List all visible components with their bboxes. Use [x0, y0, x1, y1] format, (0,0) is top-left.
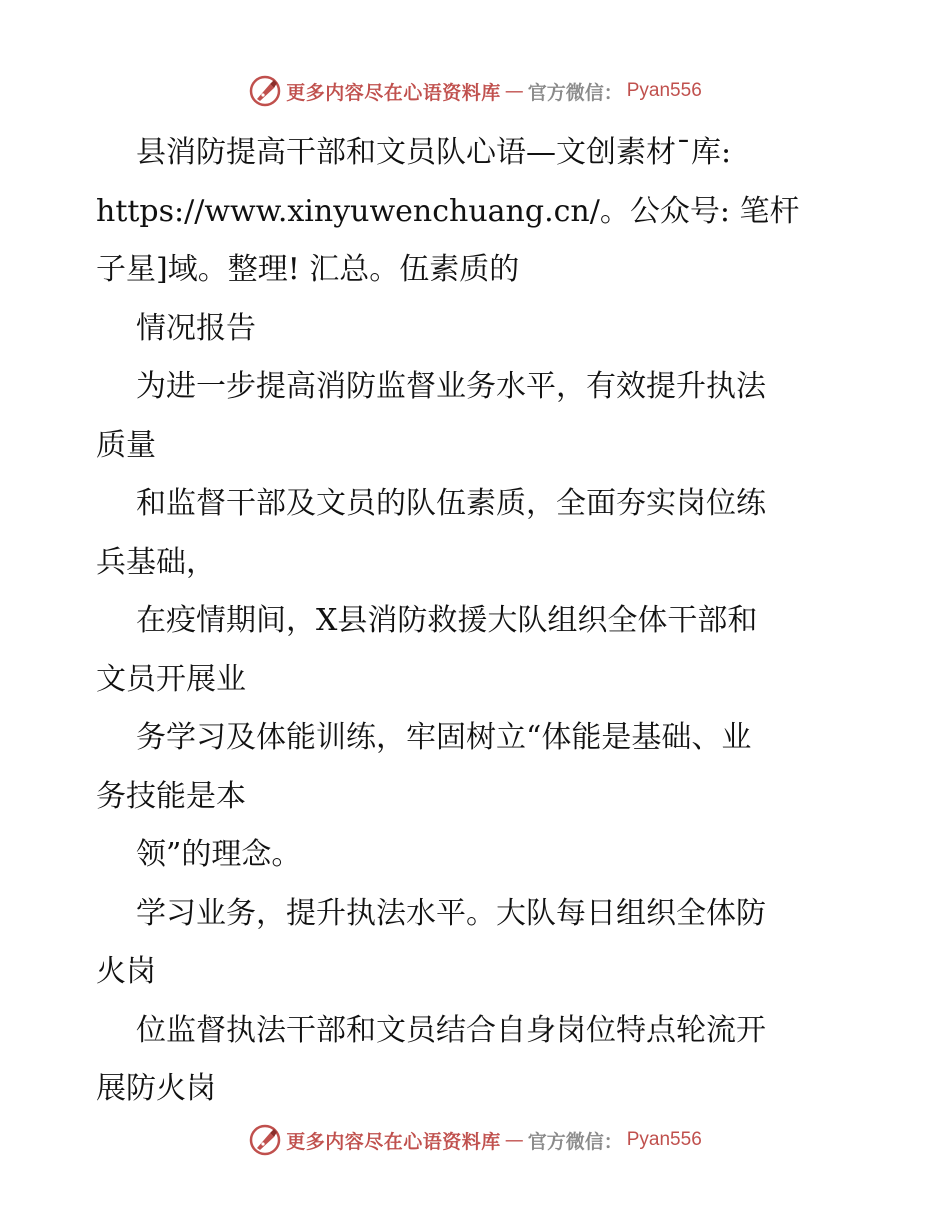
document-line: https://www.xinyuwenchuang.cn/。公众号: 笔杆 — [96, 193, 800, 229]
banner-account: Pyan556 — [626, 1129, 702, 1150]
document-line: 子星]域。整理! 汇总。伍素质的 — [96, 252, 520, 287]
document-line: 文员开展业 — [96, 661, 246, 697]
document-line: 火岗 — [96, 954, 156, 989]
document-line: 为进一步提高消防监督业务水平，有效提升执法 — [136, 369, 766, 404]
header-banner — [0, 71, 950, 111]
banner-site-name: 更多内容尽在心语资料库 — [286, 1130, 501, 1153]
document-body — [96, 124, 856, 1119]
banner-account: Pyan556 — [626, 80, 702, 101]
banner-official-label: 官方微信： — [527, 1130, 623, 1153]
document-line: 和监督干部及文员的队伍素质，全面夯实岗位练 — [136, 486, 766, 521]
pen-nib-logo-icon — [248, 74, 282, 108]
banner-site-name: 更多内容尽在心语资料库 — [286, 81, 501, 104]
banner-dash: — — [504, 1129, 524, 1151]
banner-inner[interactable] — [248, 74, 702, 108]
document-line: 务技能是本 — [96, 778, 246, 814]
document-line: 在疫情期间，X县消防救援大队组织全体干部和 — [136, 603, 758, 638]
document-line: 务学习及体能训练，牢固树立“体能是基础、业 — [136, 720, 752, 755]
document-line: 质量 — [96, 427, 156, 463]
document-line: 位监督执法干部和文员结合自身岗位特点轮流开 — [136, 1012, 766, 1048]
footer-banner — [0, 1120, 950, 1160]
document-line: 展防火岗 — [96, 1071, 216, 1106]
document-line: 学习业务，提升执法水平。大队每日组织全体防 — [136, 895, 766, 931]
document-line: 兵基础， — [96, 544, 216, 580]
banner-inner[interactable] — [248, 1123, 702, 1157]
document-line: 情况报告 — [136, 310, 256, 346]
banner-official-label: 官方微信： — [527, 81, 623, 104]
pen-nib-logo-icon — [248, 1123, 282, 1157]
document-line: 县消防提高干部和文员队心语—文创素材¯库: — [136, 135, 732, 170]
document-line: 领”的理念。 — [136, 837, 302, 872]
banner-dash: — — [504, 80, 524, 102]
